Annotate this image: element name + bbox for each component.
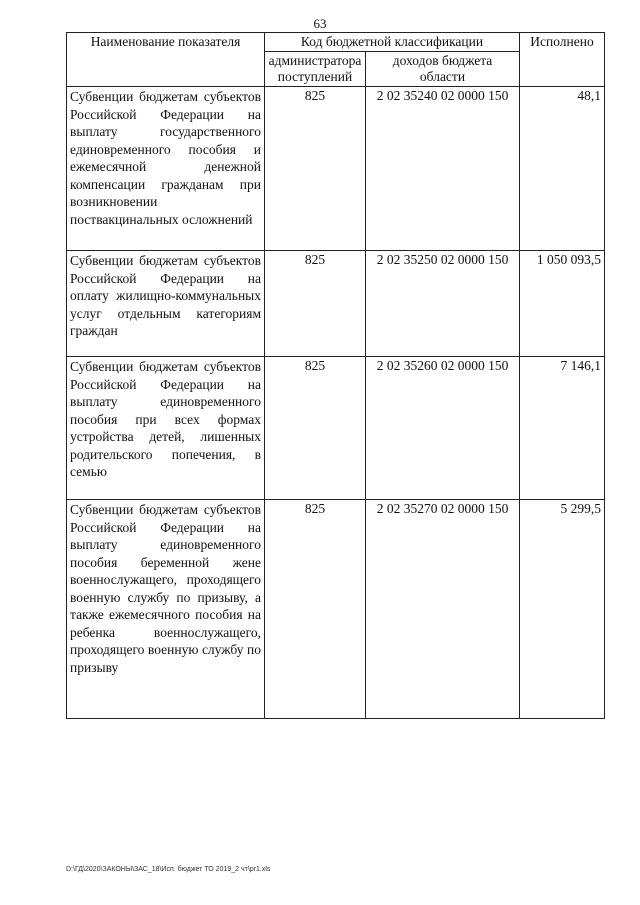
row-income-code: 2 02 35250 02 0000 150 xyxy=(366,251,520,357)
row-admin-code: 825 xyxy=(265,357,366,500)
table-row xyxy=(67,87,605,251)
page-number: 63 xyxy=(313,16,327,31)
row-admin-code: 825 xyxy=(265,500,366,719)
row-name: Субвенции бюджетам субъектов Российской Федерации на выплату единовременного пособия беременной жене военнослужащего, проходящего военную службу по призыву, а также ежемесячного пособия на ребенка военнослужащего, проходящего военную службу по призыву xyxy=(67,500,265,719)
row-done-value: 1 050 093,5 xyxy=(520,251,605,357)
budget-table xyxy=(66,32,605,719)
row-income-code: 2 02 35270 02 0000 150 xyxy=(366,500,520,719)
table-row xyxy=(67,357,605,500)
header-admin: администратора поступлений xyxy=(265,52,366,87)
table-row xyxy=(67,251,605,357)
header-code-group: Код бюджетной классификации xyxy=(265,33,520,52)
footer-file-path: D:\ГД\2020\ЗАКОНЫ\ЗАС_18\Исп. бюджет ТО 2019_2 чт\pr1.xls xyxy=(66,866,271,873)
row-admin-code: 825 xyxy=(265,251,366,357)
row-name: Субвенции бюджетам субъектов Российской Федерации на оплату жилищно-коммунальных услуг отдельным категориям граждан xyxy=(67,251,265,357)
row-done-value: 7 146,1 xyxy=(520,357,605,500)
row-name: Субвенции бюджетам субъектов Российской Федерации на выплату единовременного пособия при всех формах устройства детей, лишенных родительского попечения, в семью xyxy=(67,357,265,500)
table-row xyxy=(67,500,605,719)
row-name: Субвенции бюджетам субъектов Российской Федерации на выплату государственного единовременного пособия и ежемесячной денежной компенсации гражданам при возникновении поствакцинальных осложнений xyxy=(67,87,265,251)
row-income-code: 2 02 35240 02 0000 150 xyxy=(366,87,520,251)
row-admin-code: 825 xyxy=(265,87,366,251)
header-done: Исполнено xyxy=(520,33,605,87)
header-name: Наименование показателя xyxy=(67,33,265,87)
row-done-value: 5 299,5 xyxy=(520,500,605,719)
row-done-value: 48,1 xyxy=(520,87,605,251)
row-income-code: 2 02 35260 02 0000 150 xyxy=(366,357,520,500)
header-income: доходов бюджета области xyxy=(366,52,520,87)
